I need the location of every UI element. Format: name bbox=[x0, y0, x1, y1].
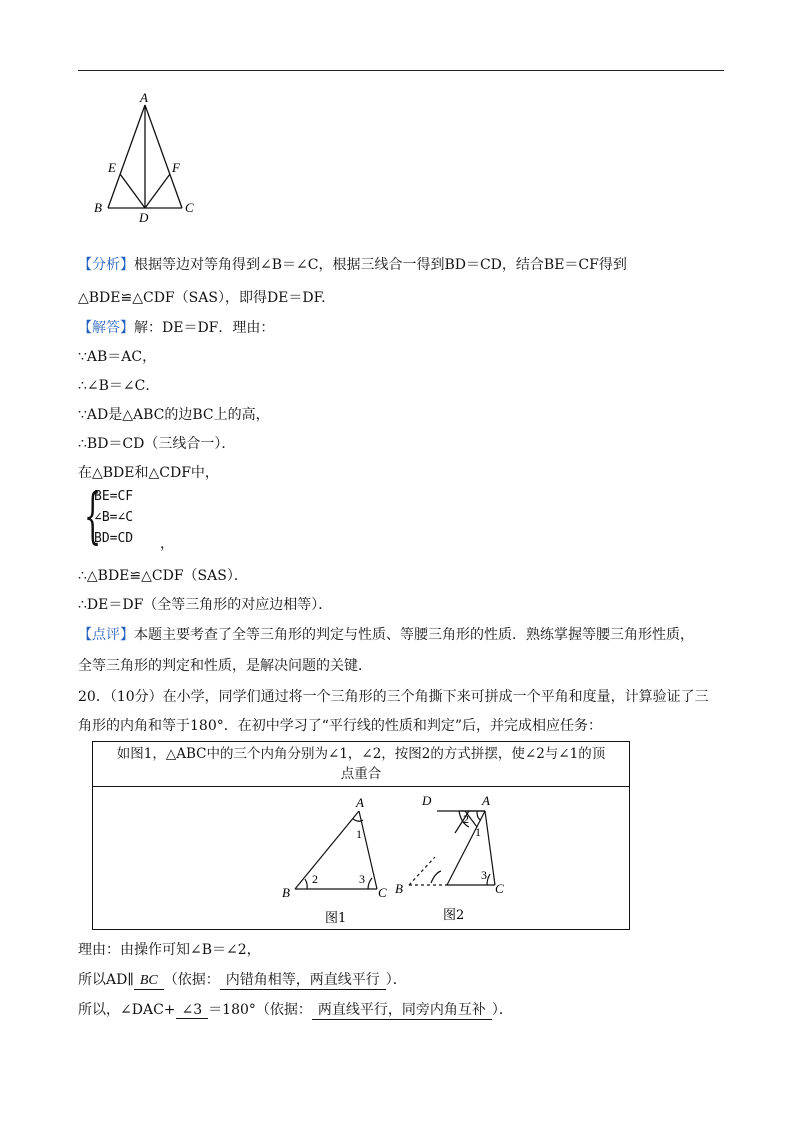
fig1-vertex-C: C bbox=[378, 885, 387, 900]
comment-line-1 bbox=[78, 624, 694, 644]
fig1-angle-1: 1 bbox=[356, 827, 362, 841]
vertex-B: B bbox=[94, 200, 102, 215]
analysis-line-2: △BDE≌△CDF（SAS），即得DE＝DF. bbox=[78, 290, 326, 306]
vertex-C: C bbox=[185, 200, 194, 215]
fig2-point-D: D bbox=[422, 793, 432, 808]
parallel-suffix: ）． bbox=[385, 972, 407, 988]
solution-step: ∴BD＝CD（三线合一）． bbox=[78, 436, 236, 452]
system-row: ∠B=∠C bbox=[94, 510, 134, 525]
system-row: BD=CD bbox=[94, 531, 134, 546]
figure-2 bbox=[395, 789, 525, 925]
fig1-vertex-A: A bbox=[356, 795, 364, 810]
solution-tag: 【解答】 bbox=[78, 320, 134, 336]
solution-step: 在△BDE和△CDF中， bbox=[78, 465, 219, 481]
answer-blank-parallel: BC bbox=[134, 973, 164, 990]
point-F: F bbox=[172, 160, 180, 175]
question-number: 20． bbox=[78, 689, 110, 705]
task-figure-cell bbox=[93, 787, 630, 930]
task-caption-cell bbox=[93, 742, 630, 787]
parallel-line bbox=[78, 969, 407, 990]
analysis-line-1 bbox=[78, 254, 627, 274]
comment-line-2: 全等三角形的判定和性质，是解决问题的关键． bbox=[78, 658, 372, 674]
comment-tag: 【点评】 bbox=[78, 627, 134, 643]
solution-step: ∵AB＝AC， bbox=[78, 349, 157, 365]
task-caption-line-2: 点重合 bbox=[340, 766, 382, 782]
solution-step: ∴∠B＝∠C． bbox=[78, 378, 160, 394]
parallel-mid: （依据： bbox=[163, 972, 220, 988]
fig2-dashed-side bbox=[409, 857, 435, 885]
answer-blank-angle: ∠3 bbox=[176, 1002, 209, 1019]
vertex-A: A bbox=[140, 90, 148, 105]
solution-line-intro bbox=[78, 317, 274, 337]
fig2-angle-3: 3 bbox=[481, 868, 487, 882]
point-D: D bbox=[139, 210, 149, 225]
fig1-angle-3: 3 bbox=[359, 872, 365, 886]
fig2-vertex-A: A bbox=[482, 793, 490, 808]
analysis-text-1: 根据等边对等角得到∠B＝∠C，根据三线合一得到BD＝CD，结合BE＝CF得到 bbox=[134, 257, 627, 273]
question-points: （10分） bbox=[109, 689, 163, 705]
task-caption-line-1: 如图1，△ABC中的三个内角分别为∠1，∠2，按图2的方式拼摆，使∠2与∠1的顶 bbox=[116, 746, 606, 762]
question-20-line-2: 角形的内角和等于180°．在初中学习了“平行线的性质和判定”后，并完成相应任务： bbox=[78, 718, 603, 734]
fig2-caption: 图2 bbox=[443, 908, 465, 923]
comment-text-1: 本题主要考查了全等三角形的判定与性质、等腰三角形的性质．熟练掌握等腰三角形性质， bbox=[134, 627, 694, 643]
reason-line: 理由：由操作可知∠B＝∠2， bbox=[78, 942, 261, 958]
system-tail: ， bbox=[160, 536, 174, 552]
task-table bbox=[92, 741, 630, 930]
header-rule bbox=[78, 70, 724, 71]
system-row: BE=CF bbox=[94, 489, 134, 504]
fig1-angle-2: 2 bbox=[312, 872, 318, 886]
equation-system bbox=[84, 481, 134, 551]
question-20-line-1 bbox=[78, 686, 709, 706]
answer-basis-parallel: 内错角相等，两直线平行 bbox=[220, 969, 386, 990]
solution-intro: 解：DE＝DF．理由： bbox=[134, 320, 275, 336]
figure-1 bbox=[279, 795, 399, 925]
answer-basis-angle: 两直线平行，同旁内角互补 bbox=[312, 999, 492, 1020]
solution-step: ∵AD是△ABC的边BC上的高， bbox=[78, 407, 270, 423]
point-E: E bbox=[108, 160, 116, 175]
angle-prefix: 所以，∠DAC+ bbox=[78, 1002, 176, 1018]
question-text-1: 在小学，同学们通过将一个三角形的三个角撕下来可拼成一个平角和度量，计算验证了三 bbox=[162, 689, 709, 705]
solution-conclusion: ∴DE＝DF（全等三角形的对应边相等）． bbox=[78, 597, 333, 613]
parallel-prefix: 所以AD∥ bbox=[78, 972, 134, 988]
fig2-angle-1: 1 bbox=[475, 825, 481, 839]
isosceles-triangle-figure bbox=[88, 90, 208, 225]
solution-conclusion: ∴△BDE≌△CDF（SAS）． bbox=[78, 568, 248, 584]
angle-mid: ＝180°（依据： bbox=[208, 1002, 312, 1018]
left-brace: { bbox=[84, 481, 102, 551]
analysis-tag: 【分析】 bbox=[78, 257, 134, 273]
angle-suffix: ）． bbox=[491, 1002, 513, 1018]
fig2-vertex-B: B bbox=[395, 881, 403, 896]
angle-sum-line bbox=[78, 999, 513, 1020]
fig2-vertex-C: C bbox=[495, 881, 504, 896]
fig2-angle-2: 2 bbox=[463, 812, 469, 826]
fig1-caption: 图1 bbox=[325, 911, 347, 925]
fig1-vertex-B: B bbox=[282, 885, 290, 900]
